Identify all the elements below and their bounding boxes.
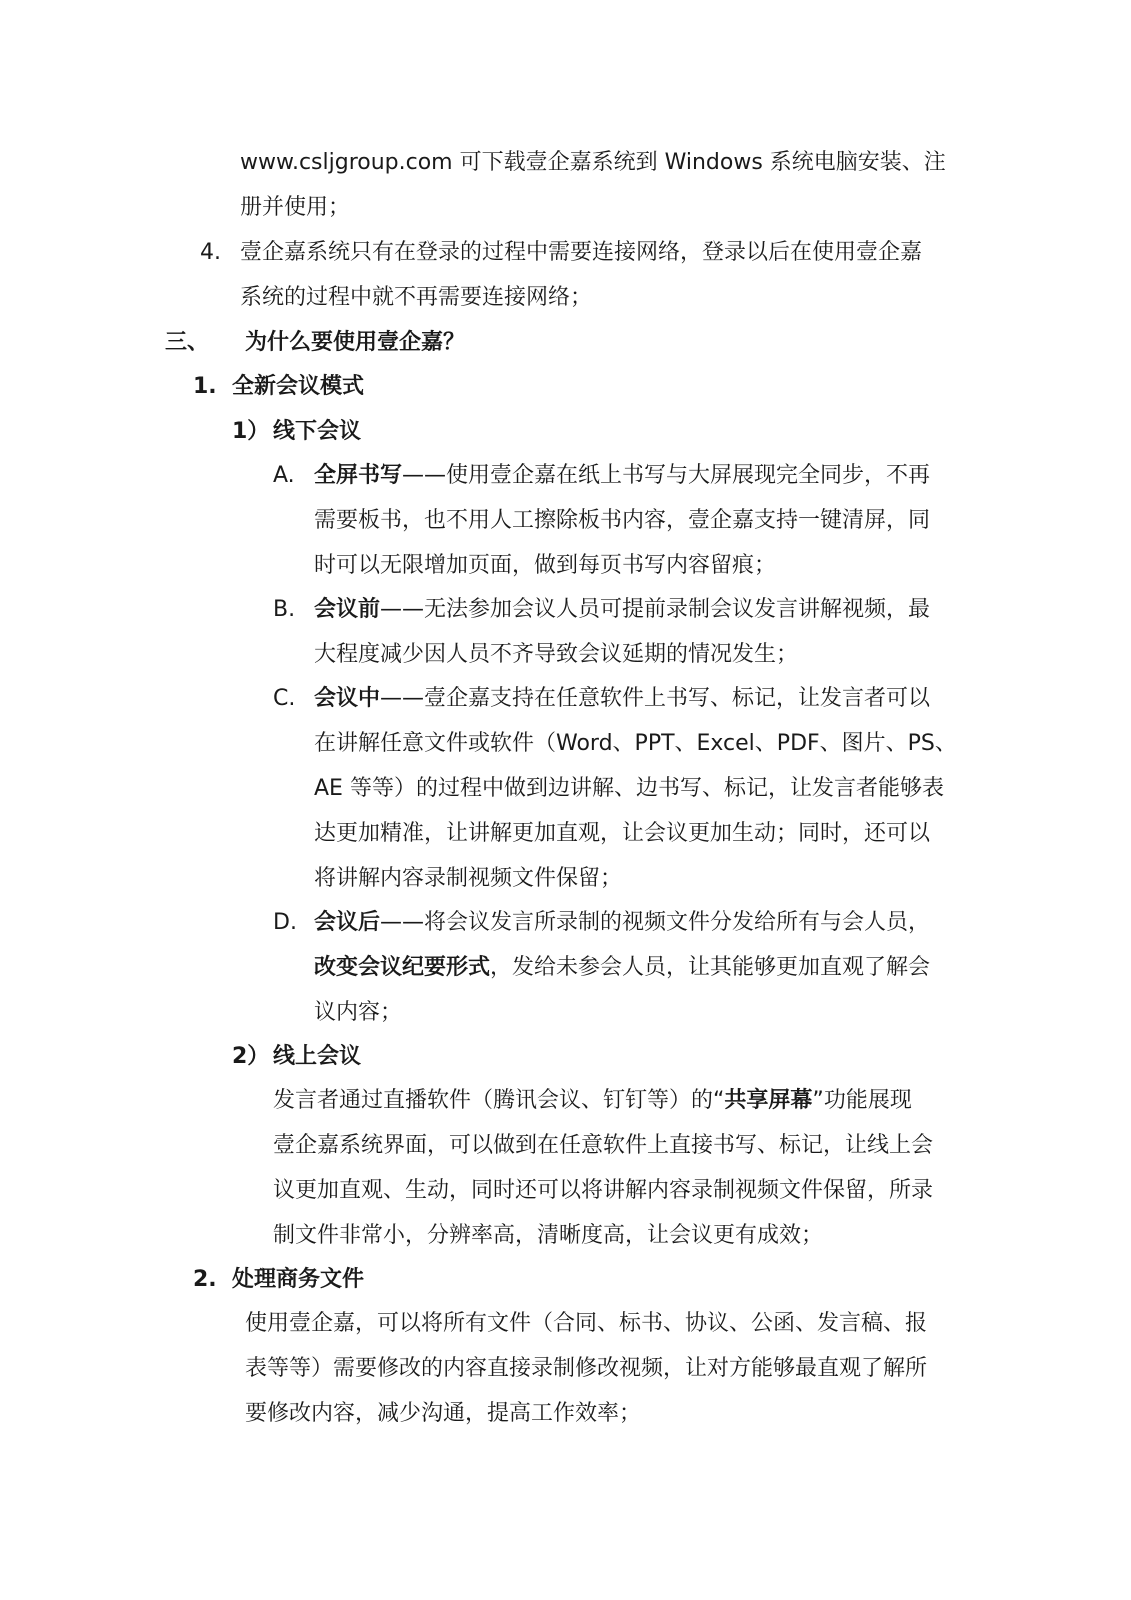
paragraph-line: 壹企嘉系统只有在登录的过程中需要连接网络，登录以后在使用壹企嘉 (240, 240, 923, 265)
text-span: ”功能展现 (812, 1088, 912, 1113)
list-item-4 (240, 230, 922, 320)
paragraph-line: 需要板书，也不用人工擦除板书内容，壹企嘉支持一键清屏，同 (314, 508, 931, 533)
item-letter: A. (273, 463, 295, 488)
online-meeting-paragraph (273, 1078, 933, 1258)
sub-subsection-heading: 线下会议 (273, 419, 362, 444)
item-d (314, 900, 930, 1035)
paragraph-line: 壹企嘉系统界面，可以做到在任意软件上直接书写、标记，让线上会 (273, 1133, 934, 1158)
bold-term: 全屏书写 (314, 463, 403, 488)
paragraph-line: 在讲解任意文件或软件（Word、PPT、Excel、PDF、图片、PS、 (314, 731, 957, 756)
section-number: 三、 (165, 330, 210, 355)
bold-term: 改变会议纪要形式 (314, 955, 491, 980)
text-span: ——将会议发言所录制的视频文件分发给所有与会人员， (380, 910, 931, 935)
paragraph-line (314, 676, 957, 721)
paragraph-line: 议更加直观、生动，同时还可以将讲解内容录制视频文件保留，所录 (273, 1178, 934, 1203)
item-3-continuation (240, 140, 946, 230)
subsection-number: 2. (193, 1267, 217, 1292)
paragraph-line: AE 等等）的过程中做到边讲解、边书写、标记，让发言者能够表 (314, 776, 944, 801)
subsection-number: 1. (193, 374, 217, 399)
item-a (314, 453, 930, 588)
bold-term: 会议前 (314, 597, 381, 622)
paragraph-line (314, 945, 930, 990)
text-span: ，发给未参会人员，让其能够更加直观了解会 (490, 955, 931, 980)
bold-term: 共享屏幕 (724, 1088, 813, 1113)
subsection-heading: 处理商务文件 (232, 1267, 365, 1292)
sub-subsection-heading: 线上会议 (273, 1044, 362, 1069)
list-number: 4. (200, 240, 221, 265)
paragraph-line: 制文件非常小，分辨率高，清晰度高，让会议更有成效； (273, 1223, 824, 1248)
text-span: ——使用壹企嘉在纸上书写与大屏展现完全同步，不再 (402, 463, 931, 488)
bold-term: 会议后 (314, 910, 381, 935)
section-heading: 为什么要使用壹企嘉？ (245, 330, 466, 355)
subsection-heading: 全新会议模式 (232, 374, 365, 399)
paragraph-line (314, 453, 930, 498)
text-span: ——壹企嘉支持在任意软件上书写、标记，让发言者可以 (380, 686, 931, 711)
paragraph-line: 议内容； (314, 1000, 403, 1025)
item-letter: C. (273, 686, 296, 711)
paragraph-line: www.csljgroup.com 可下载壹企嘉系统到 Windows 系统电脑安装、注 (240, 150, 946, 175)
paragraph-line: 时可以无限增加页面，做到每页书写内容留痕； (314, 553, 777, 578)
sub-subsection-number: 1） (232, 419, 270, 444)
bold-term: 会议中 (314, 686, 381, 711)
paragraph-line: 使用壹企嘉，可以将所有文件（合同、标书、协议、公函、发言稿、报 (245, 1311, 928, 1336)
paragraph-line: 表等等）需要修改的内容直接录制修改视频，让对方能够最直观了解所 (245, 1356, 928, 1381)
text-span: 发言者通过直播软件（腾讯会议、钉钉等）的“ (273, 1088, 725, 1113)
paragraph-line (314, 900, 930, 945)
text-span: ——无法参加会议人员可提前录制会议发言讲解视频，最 (380, 597, 931, 622)
paragraph-line: 册并使用； (240, 195, 351, 220)
item-letter: D. (273, 910, 297, 935)
business-files-paragraph (245, 1301, 927, 1436)
item-b (314, 587, 930, 677)
item-letter: B. (273, 597, 296, 622)
paragraph-line (273, 1078, 933, 1123)
paragraph-line (314, 587, 930, 632)
paragraph-line: 达更加精准，让讲解更加直观，让会议更加生动；同时，还可以 (314, 821, 931, 846)
sub-subsection-number: 2） (232, 1044, 270, 1069)
paragraph-line: 要修改内容，减少沟通，提高工作效率； (245, 1401, 642, 1426)
paragraph-line: 将讲解内容录制视频文件保留； (314, 866, 623, 891)
paragraph-line: 系统的过程中就不再需要连接网络； (240, 285, 593, 310)
paragraph-line: 大程度减少因人员不齐导致会议延期的情况发生； (314, 642, 799, 667)
item-c (314, 676, 957, 901)
